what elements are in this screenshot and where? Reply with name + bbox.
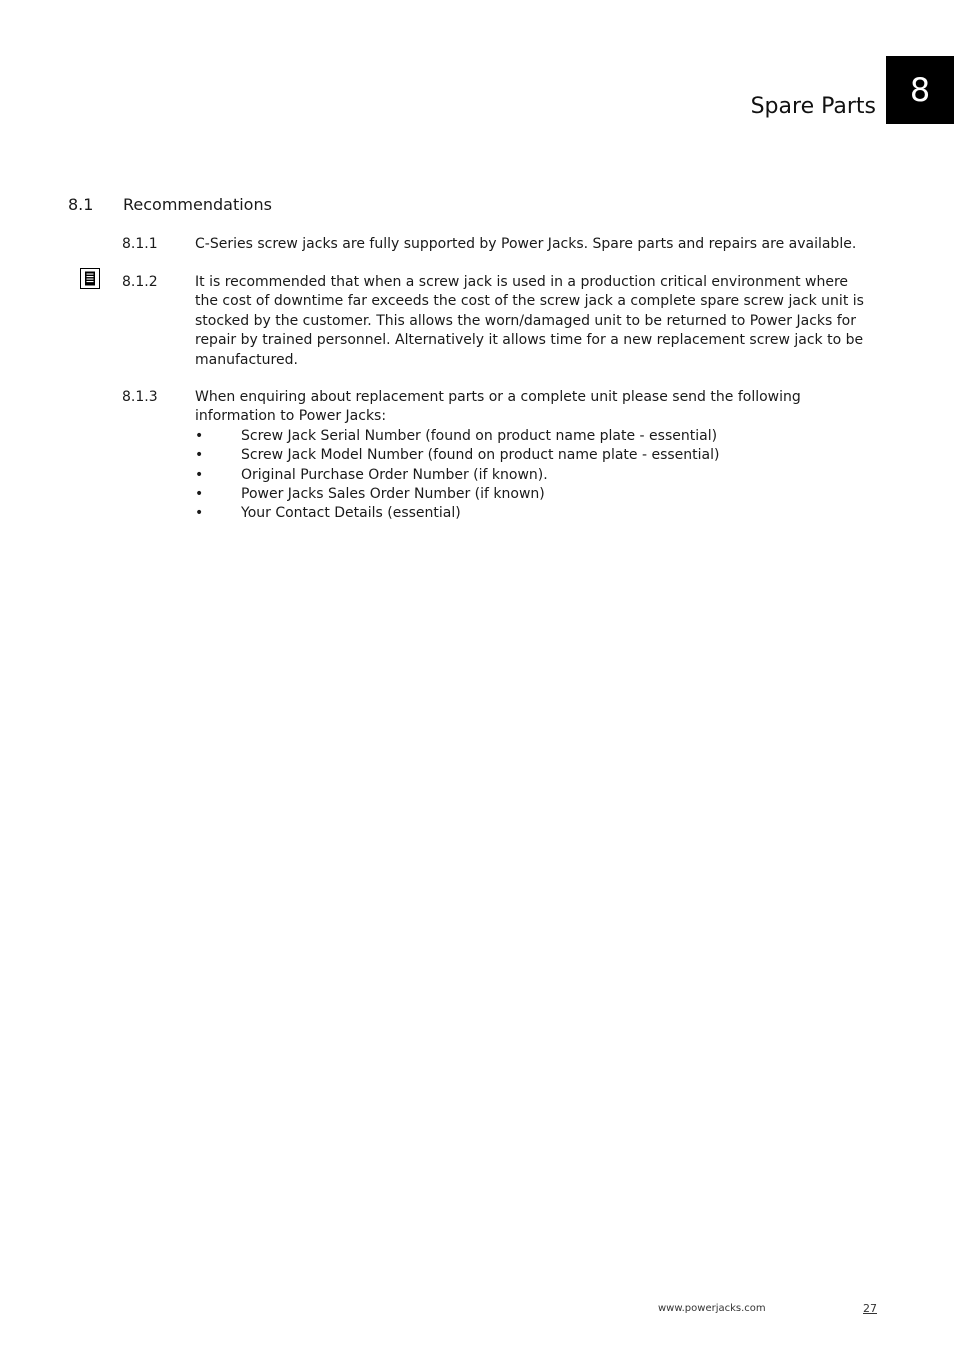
footer-page-number: 27 xyxy=(863,1302,877,1315)
list-item-text: Screw Jack Serial Number (found on product name plate - essential) xyxy=(241,427,718,444)
list-item xyxy=(195,466,875,485)
list-item-text: Screw Jack Model Number (found on product name plate - essential) xyxy=(241,447,720,464)
list-item-text: Power Jacks Sales Order Number (if known) xyxy=(241,486,545,503)
item-text: C-Series screw jacks are fully supported by Power Jacks. Spare parts and repairs are available. xyxy=(195,236,857,252)
bullet-icon: • xyxy=(195,505,204,522)
list-item xyxy=(195,446,875,465)
item-number: 8.1.1 xyxy=(122,236,158,252)
list-item xyxy=(195,485,875,504)
chapter-number-tab: 8 xyxy=(886,56,954,124)
chapter-title: Spare Parts xyxy=(750,94,876,119)
footer-url-link[interactable]: www.powerjacks.com xyxy=(658,1303,766,1314)
bullet-icon: • xyxy=(195,447,204,464)
section-title: Recommendations xyxy=(123,195,272,214)
bullet-icon: • xyxy=(195,466,204,483)
bullet-icon: • xyxy=(195,427,204,444)
item-number: 8.1.2 xyxy=(122,274,158,290)
bullet-icon: • xyxy=(195,486,204,503)
list-item-text: Original Purchase Order Number (if known). xyxy=(241,466,548,483)
manual-icon xyxy=(80,268,100,289)
item-text: When enquiring about replacement parts or a complete unit please send the following information to Power Jacks: xyxy=(195,389,801,425)
list-item xyxy=(195,427,875,446)
bullet-list xyxy=(195,427,875,524)
item-number: 8.1.3 xyxy=(122,389,158,405)
list-item xyxy=(195,504,875,523)
item-text: It is recommended that when a screw jack is used in a production critical environment where the cost of downtime far exceeds the cost of the screw jack a complete spare screw jack unit is stocked by the customer. This allows the worn/damaged unit to be returned to Power Jacks for repair by trained personnel. Alternatively it allows time for a new replacement screw jack to be manufactured. xyxy=(195,274,864,368)
item-body xyxy=(195,388,875,524)
section-number: 8.1 xyxy=(68,195,94,214)
list-item-text: Your Contact Details (essential) xyxy=(241,505,461,522)
